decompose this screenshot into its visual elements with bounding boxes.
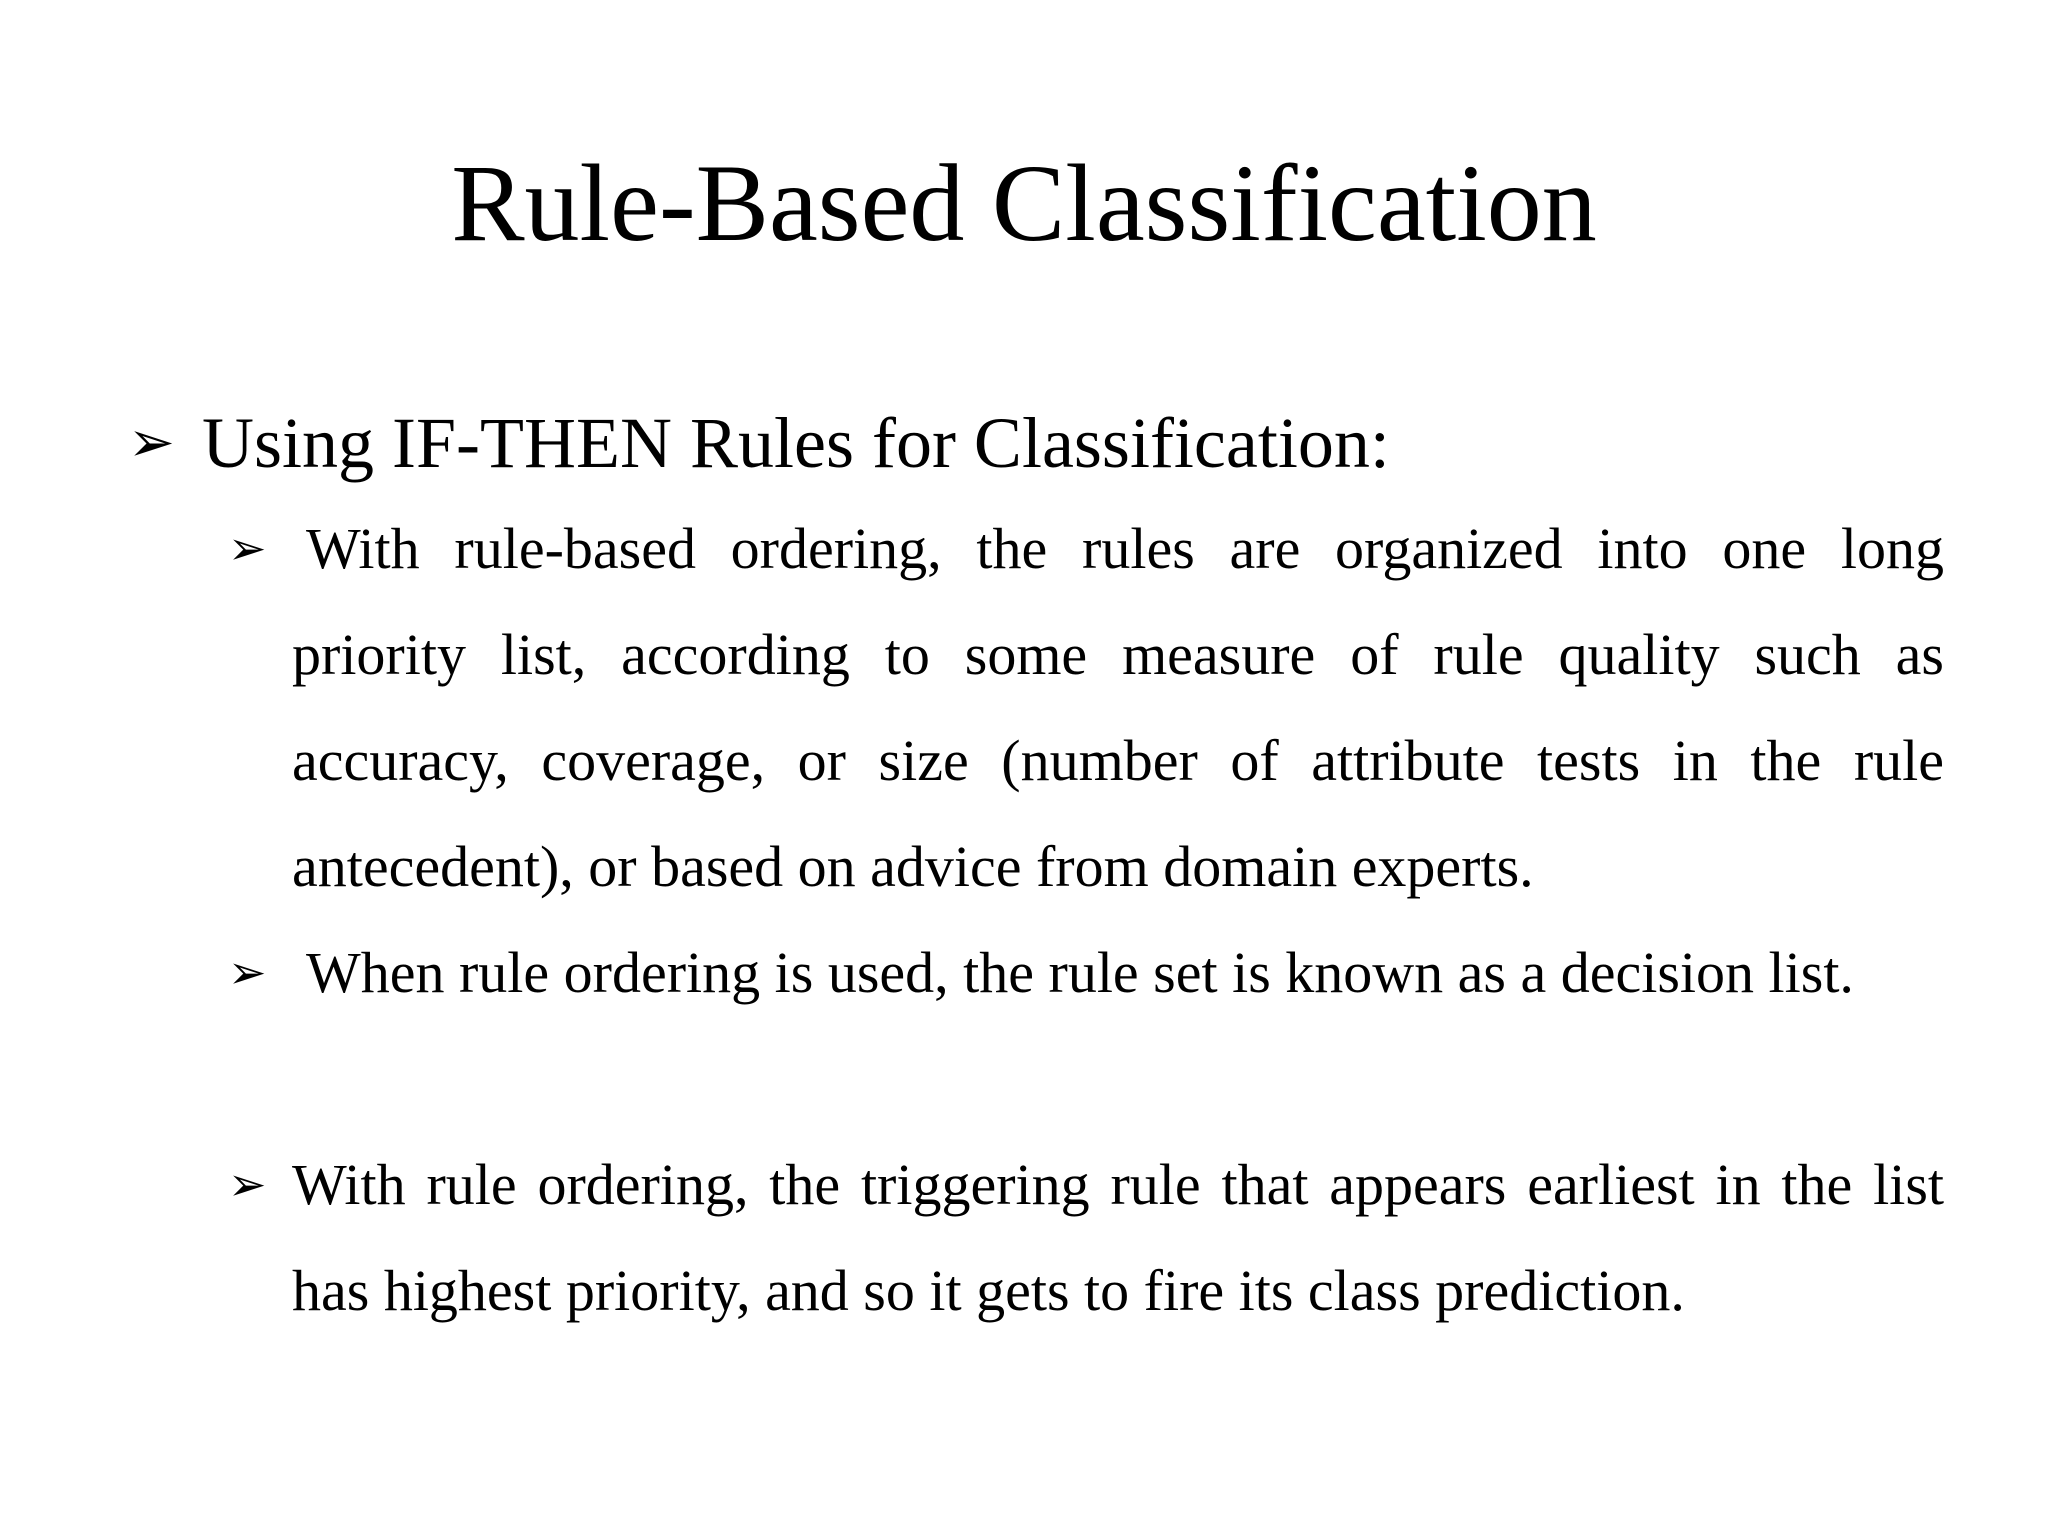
arrow-bullet-icon: ➢ bbox=[128, 412, 175, 474]
main-bullet-text: Using IF-THEN Rules for Classification: bbox=[202, 403, 1390, 483]
sub-bullet-text-container bbox=[292, 920, 1944, 1026]
arrow-bullet-icon: ➢ bbox=[228, 523, 267, 574]
sub-bullet-text-container bbox=[292, 1132, 1944, 1344]
sub-bullet-text: With rule ordering, the triggering rule that appears earliest in the list has highest priority, and so it gets to fire its class prediction. bbox=[292, 1152, 1944, 1323]
sub-bullet-text: When rule ordering is used, the rule set is known as a decision list. bbox=[306, 940, 1854, 1005]
arrow-bullet-icon: ➢ bbox=[228, 1159, 267, 1210]
arrow-bullet-icon: ➢ bbox=[228, 947, 267, 998]
sub-bullet-point bbox=[228, 496, 1944, 920]
sub-bullet-text: With rule-based ordering, the rules are organized into one long priority list, according to some measure of rule quality such as accuracy, coverage, or size (number of attribute tests in the rule antecedent), or based on advice from domain experts. bbox=[292, 516, 1944, 899]
slide-title: Rule-Based Classification bbox=[451, 142, 1597, 264]
sub-bullet-point bbox=[228, 920, 1944, 1026]
sub-bullet-point bbox=[228, 1132, 1944, 1344]
sub-bullet-text-container bbox=[292, 496, 1944, 920]
